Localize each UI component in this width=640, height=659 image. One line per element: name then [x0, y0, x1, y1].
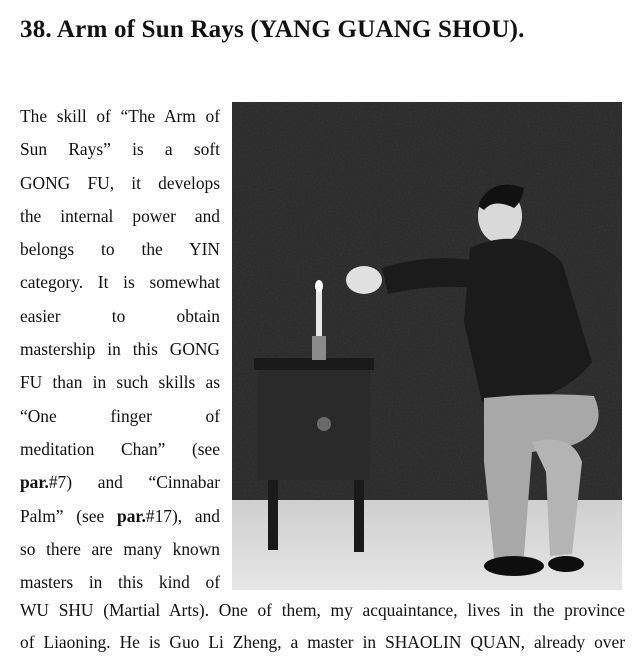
text-line: The skill of “The Arm of: [20, 106, 220, 126]
text-line-full: of Liaoning. He is Guo Li Zheng, a master in SHAOLIN QUAN, already over: [20, 632, 625, 652]
text-line: easier to obtain: [20, 305, 220, 326]
text-line: “One finger of: [20, 405, 220, 426]
text-fragment: and “Cinnabar: [97, 472, 220, 493]
ref-number: #7): [48, 472, 73, 493]
text-line: FU than in such skills as: [20, 372, 220, 393]
text-column: [20, 100, 220, 599]
text-line: so there are many known: [20, 538, 220, 559]
text-line-ref-7: [20, 466, 220, 499]
text-fragment: Palm” (see: [20, 505, 105, 526]
text-line: category. It is somewhat: [20, 272, 220, 293]
ref-bold: par.: [20, 472, 49, 493]
text-line: the internal power and: [20, 205, 220, 226]
photo: [232, 102, 622, 590]
text-line-ref-17: [20, 500, 220, 533]
text-line: mastership in this GONG: [20, 339, 220, 360]
ref-bold: par.: [117, 505, 146, 526]
text-line: GONG FU, it develops: [20, 172, 220, 193]
text-line: Sun Rays” is a soft: [20, 139, 220, 160]
text-line: meditation Chan” (see: [20, 438, 220, 459]
text-line-full: WU SHU (Martial Arts). One of them, my acquaintance, lives in the province: [20, 600, 625, 620]
page-title: 38. Arm of Sun Rays (YANG GUANG SHOU).: [20, 16, 525, 43]
ref-number: #17), and: [145, 505, 220, 526]
text-line: belongs to the YIN: [20, 239, 220, 260]
text-line: masters in this kind of: [20, 572, 220, 593]
